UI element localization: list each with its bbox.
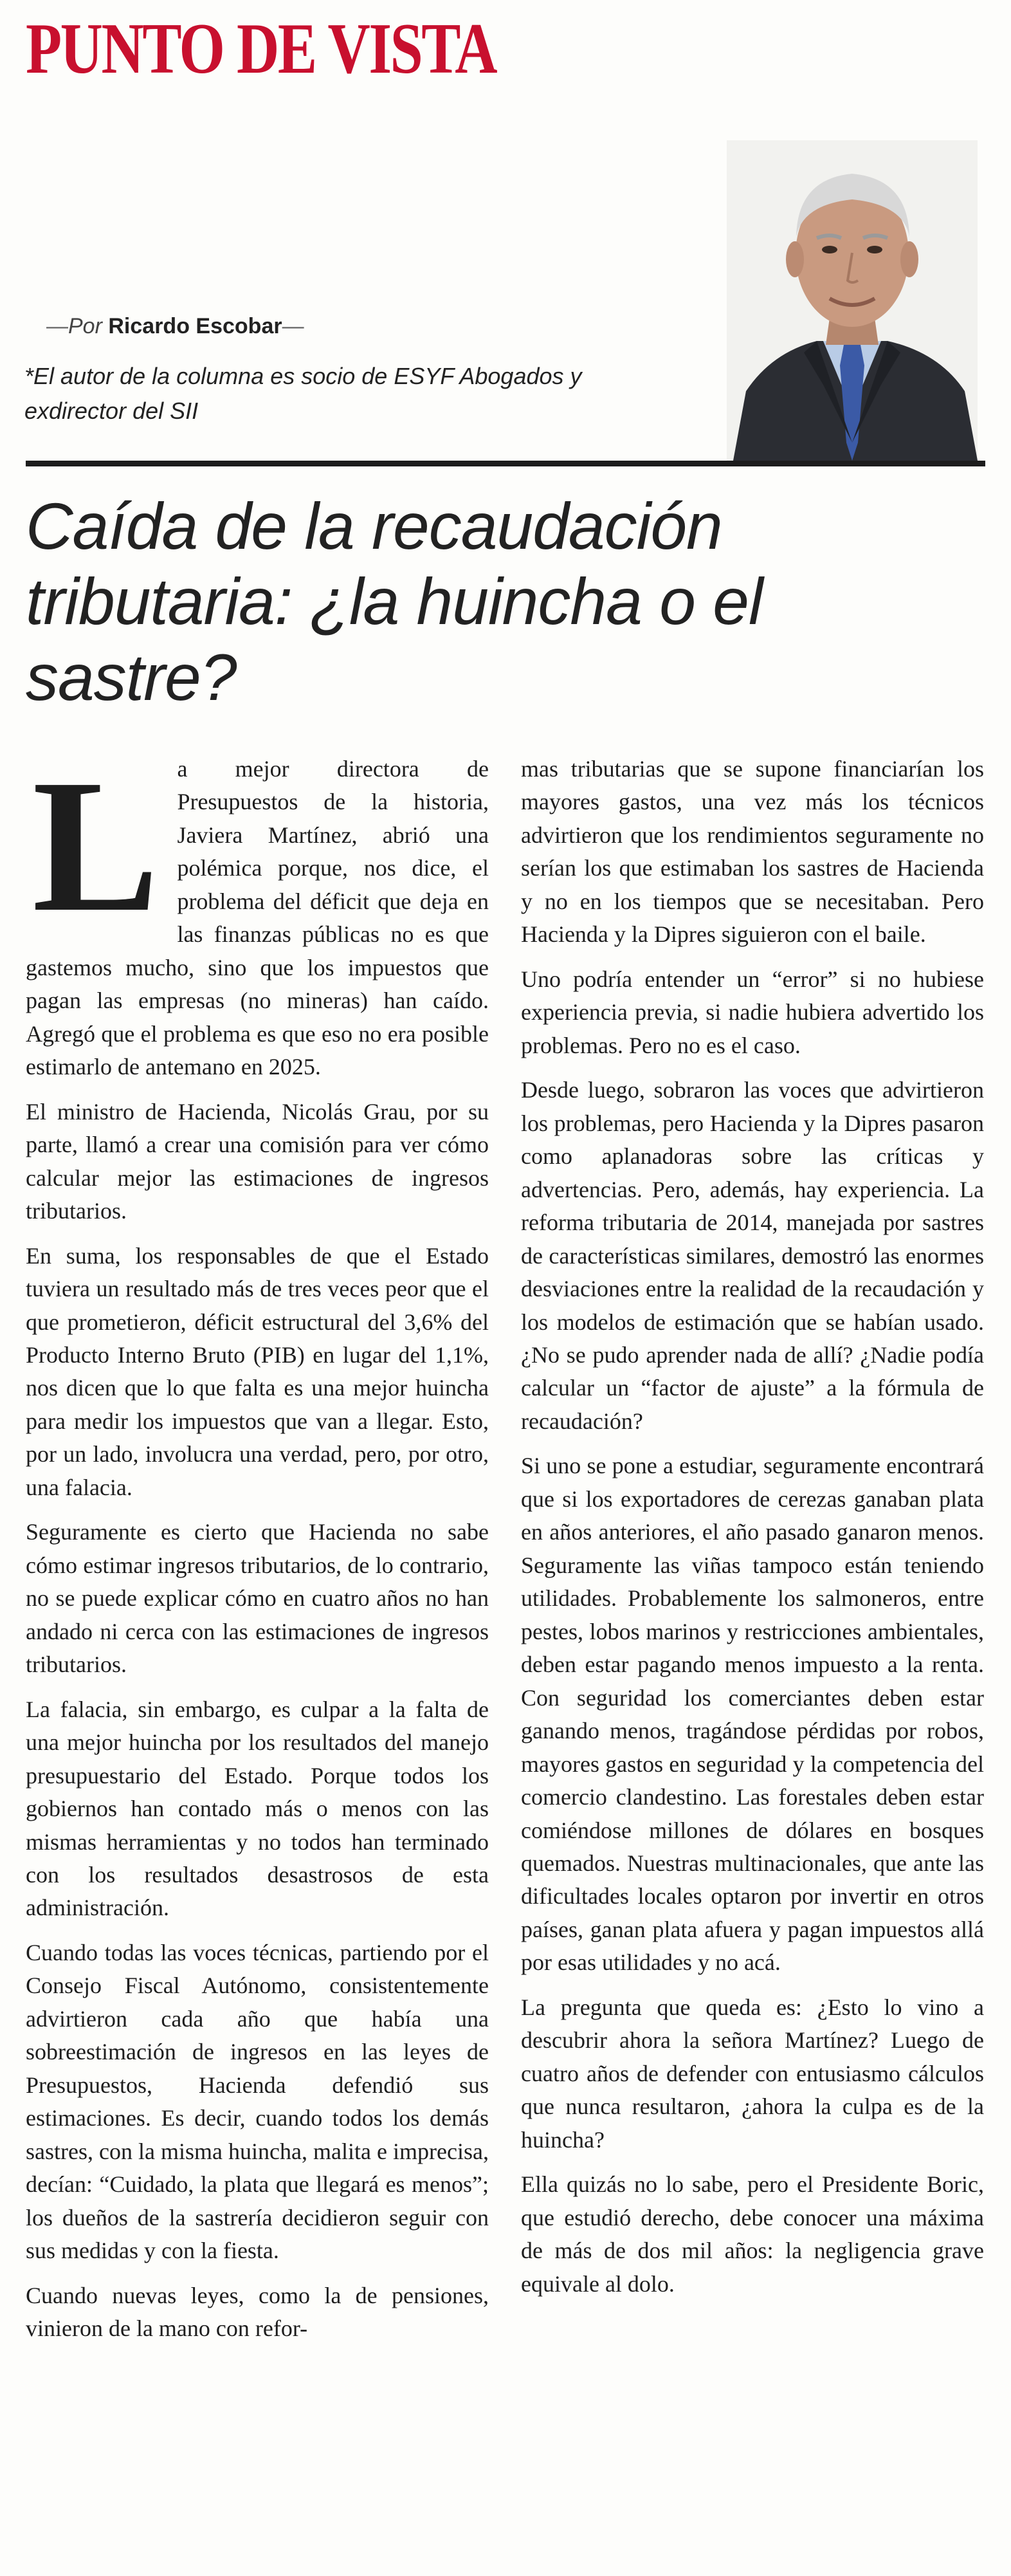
article-column-left — [26, 741, 489, 2357]
paragraph: Ella quizás no lo sabe, pero el Presidente Boric, que estudió derecho, debe conocer una máxima de más de dos mil años: la negligencia grave equivale al dolo. — [521, 2171, 984, 2297]
paragraph: En suma, los responsables de que el Estado tuviera un resultado más de tres veces peor que el que prometieron, déficit estructural del 3,6% del Producto Interno Bruto (PIB) en lugar del 1,1%, nos dicen que lo que falta es una mejor huincha para medir los impuestos que van a llegar. Esto, por un lado, involucra una verdad, pero, por otro, una falacia. — [26, 1242, 489, 1500]
article-column-right — [521, 753, 984, 2312]
header-divider — [26, 461, 985, 466]
dropcap: L — [32, 741, 159, 952]
paragraph: Cuando nuevas leyes, como la de pensiones, vinieron de la mano con refor- — [26, 2282, 489, 2342]
paragraph: La pregunta que queda es: ¿Esto lo vino a descubrir ahora la señora Martínez? Luego de cuatro años de defender con entusiasmo cálculos que nunca resultaron, ¿ahora la culpa es de la huincha? — [521, 1994, 984, 2153]
paragraph: mas tributarias que se supone financiarían los mayores gastos, una vez más los técnicos advirtieron que los rendimientos seguramente no serían los que estimaban los sastres de Hacienda y no en los tiempos que se necesitaban. Pero Hacienda y la Dipres siguieron con el baile. — [521, 756, 984, 948]
byline-dash-left: — — [46, 314, 68, 338]
byline-dash-right: — — [282, 314, 304, 338]
author-portrait-icon — [727, 140, 978, 461]
paragraph: El ministro de Hacienda, Nicolás Grau, por su parte, llamó a crear una comisión para ver cómo calcular mejor las estimaciones de ingresos tributarios. — [26, 1098, 489, 1224]
paragraph — [26, 741, 489, 1084]
paragraph: La falacia, sin embargo, es culpar a la falta de una mejor huincha por los resultados del manejo presupuestario del Estado. Porque todos los gobiernos han contado más o menos con las mismas herramientas y no todos han terminado con los resultados desastrosos de esta administración. — [26, 1696, 489, 1921]
section-title: PUNTO DE VISTA — [26, 9, 496, 89]
paragraph: Seguramente es cierto que Hacienda no sabe cómo estimar ingresos tributarios, de lo contrario, no se puede explicar cómo en cuatro años no han andado ni cerca con las estimaciones de ingresos tributarios. — [26, 1519, 489, 1678]
author-name: Ricardo Escobar — [108, 314, 282, 338]
byline-prefix: Por — [68, 314, 102, 338]
paragraph: Desde luego, sobraron las voces que advirtieron los problemas, pero Hacienda y la Dipres pasaron como aplanadoras sobre las críticas y advertencias. Pero, además, hay experiencia. La reforma tributaria de 2014, manejada por sastres de características similares, demostró las enormes desviaciones entre la realidad de la recaudación y los modelos de estimación que se habían usado. ¿No se pudo aprender nada de allí? ¿Nadie podía calcular un “factor de ajuste” a la fórmula de recaudación? — [521, 1077, 984, 1434]
paragraph-text: a mejor directora de Presupuestos de la historia, Javiera Martínez, abrió una polémica porque, nos dice, el problema del déficit que deja en las finanzas públicas no es que gastemos mucho, sino que los impuestos que pagan las empresas (no mineras) han caído. Agregó que el problema es que eso no era posible estimarlo de antemano en 2025. — [26, 756, 489, 1080]
article-headline: Caída de la recaudación tributaria: ¿la huincha o el sastre? — [26, 490, 763, 714]
author-note: *El autor de la columna es socio de ESYF Abogados y exdirector del SII — [24, 363, 582, 424]
paragraph: Uno podría entender un “error” si no hubiese experiencia previa, si nadie hubiera advertido los problemas. Pero no es el caso. — [521, 966, 984, 1058]
paragraph: Cuando todas las voces técnicas, partiendo por el Consejo Fiscal Autónomo, consistentemente advirtieron cada año que había una sobreestimación de ingresos en las leyes de Presupuestos, Hacienda defendió sus estimaciones. Es decir, cuando todos los demás sastres, con la misma huincha, malita e imprecisa, decían: “Cuidado, la plata que llegará es menos”; los dueños de la sastrería decidieron seguir con sus medidas y con la fiesta. — [26, 1939, 489, 2264]
paragraph: Si uno se pone a estudiar, seguramente encontrará que si los exportadores de cerezas ganaban plata en años anteriores, el año pasado ganaron menos. Seguramente las viñas tampoco están teniendo utilidades. Probablemente los salmoneros, entre pestes, lobos marinos y restricciones ambientales, deben estar pagando menos impuesto a la renta. Con seguridad los comerciantes deben estar ganando menos, tragándose pérdidas por robos, mayores gastos en seguridad y la competencia del comercio clandestino. Las forestales deben estar comiéndose millones de dólares en bosques quemados. Nuestras multinacionales, que ante las dificultades locales optaron por invertir en otros países, ganan plata afuera y pagan impuestos allá por esas utilidades y no acá. — [521, 1453, 984, 1976]
byline — [46, 314, 304, 339]
author-portrait — [727, 140, 978, 461]
